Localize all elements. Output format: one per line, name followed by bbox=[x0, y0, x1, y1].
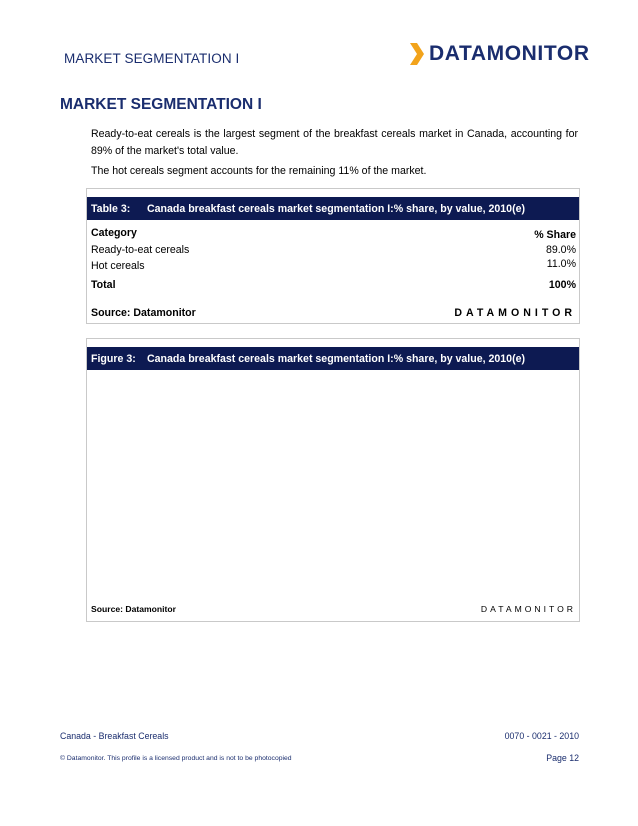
row-category: Hot cereals bbox=[91, 260, 145, 272]
footer-report-title: Canada - Breakfast Cereals bbox=[60, 731, 169, 741]
paragraph-segment-summary: Ready-to-eat cereals is the largest segment of the breakfast cereals market in Canada, accounting for 89% of the market's total value. bbox=[91, 128, 578, 157]
total-label: Total bbox=[91, 279, 116, 291]
table-title: Canada breakfast cereals market segmentation I:% share, by value, 2010(e) bbox=[147, 202, 526, 215]
table-source-row bbox=[91, 307, 576, 319]
table-total-row bbox=[91, 279, 576, 291]
segmentation-table bbox=[86, 188, 580, 324]
row-category: Ready-to-eat cereals bbox=[91, 244, 190, 256]
figure-label: Figure 3: bbox=[91, 352, 136, 365]
row-share: 89.0% bbox=[545, 244, 576, 256]
table-label: Table 3: bbox=[91, 202, 131, 215]
figure-title: Canada breakfast cereals market segmentation I:% share, by value, 2010(e) bbox=[147, 352, 526, 365]
row-share: 11.0% bbox=[546, 258, 576, 270]
table-header-row bbox=[91, 227, 576, 241]
footer-copyright: © Datamonitor. This profile is a licensed product and is not to be photocopied bbox=[60, 755, 292, 762]
table-row bbox=[91, 258, 576, 272]
column-header-category: Category bbox=[91, 227, 137, 239]
segmentation-figure bbox=[86, 338, 580, 622]
logo-wordmark: DATAMONITOR bbox=[429, 42, 590, 65]
total-value: 100% bbox=[548, 279, 576, 291]
figure-wordmark: DATAMONITOR bbox=[480, 604, 576, 614]
header-section-title: MARKET SEGMENTATION I bbox=[64, 51, 240, 66]
column-header-share: % Share bbox=[534, 229, 576, 241]
paragraph-hot-cereals: The hot cereals segment accounts for the remaining 11% of the market. bbox=[91, 165, 427, 177]
table-title-bar bbox=[87, 197, 579, 220]
figure-source-row bbox=[91, 604, 576, 614]
page-heading: MARKET SEGMENTATION I bbox=[60, 96, 262, 113]
figure-source: Source: Datamonitor bbox=[91, 604, 176, 614]
datamonitor-logo bbox=[408, 41, 590, 67]
table-source: Source: Datamonitor bbox=[91, 307, 196, 319]
figure-title-bar bbox=[87, 347, 579, 370]
figure-chart-area bbox=[91, 373, 575, 597]
chevron-right-icon bbox=[408, 41, 426, 67]
table-row bbox=[91, 244, 576, 256]
table-wordmark: DATAMONITOR bbox=[454, 307, 576, 319]
footer-report-code: 0070 - 0021 - 2010 bbox=[504, 731, 579, 741]
footer-page-number: Page 12 bbox=[546, 753, 579, 763]
